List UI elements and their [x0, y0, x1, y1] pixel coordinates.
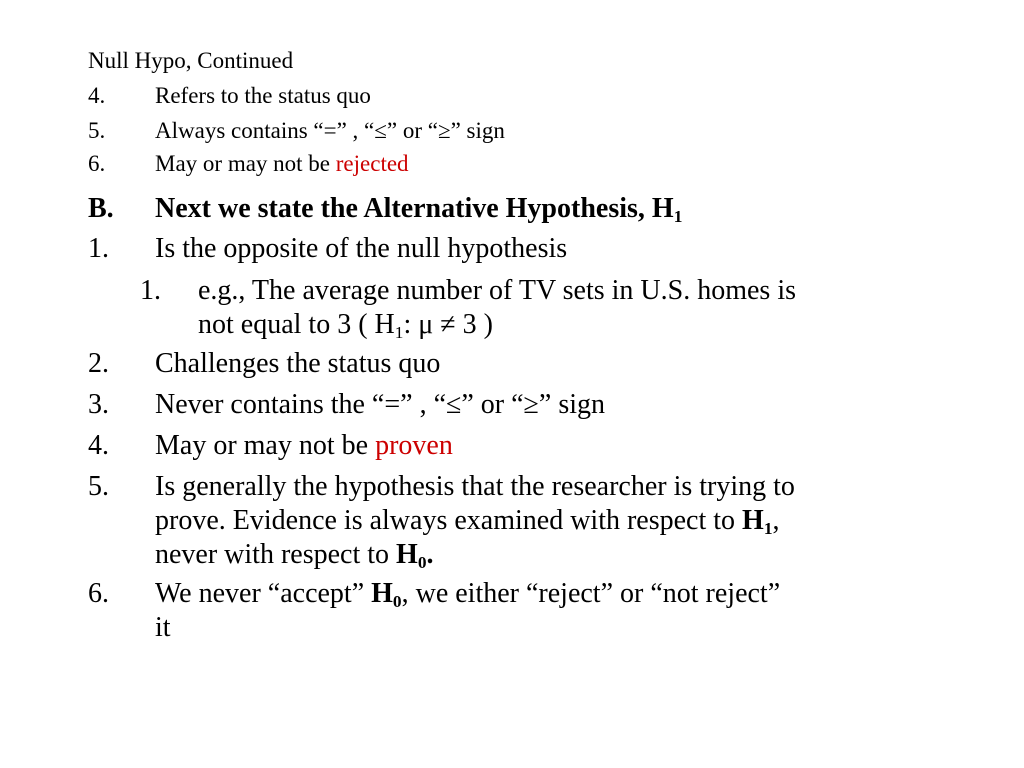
alt-item-1-example	[88, 277, 988, 347]
null-item-5	[88, 119, 988, 147]
list-text-line	[155, 539, 434, 572]
h0-subscript: 0	[417, 552, 427, 572]
alt-item-6	[88, 580, 988, 650]
list-text-pre: May or may not be	[155, 151, 336, 176]
list-number: 5.	[88, 118, 106, 143]
section-title-text: Next we state the Alternative Hypothesis, H	[155, 193, 674, 224]
list-text-line	[198, 309, 493, 342]
list-number: 5.	[88, 471, 109, 502]
list-number: 4.	[88, 83, 106, 108]
list-text-pre: We never “accept”	[155, 578, 372, 609]
slide-heading: Null Hypo, Continued	[88, 48, 294, 73]
section-b-heading	[88, 195, 988, 229]
list-text: Refers to the status quo	[155, 83, 371, 108]
alt-item-1	[88, 235, 988, 269]
section-title	[155, 193, 683, 226]
example-text: not equal to 3 ( H	[198, 309, 395, 340]
list-number: 1.	[140, 275, 161, 306]
alt-item-4	[88, 432, 988, 466]
alt-item-3	[88, 391, 988, 425]
list-text-pre: May or may not be	[155, 430, 376, 461]
list-text: Is the opposite of the null hypothesis	[155, 233, 568, 264]
h0-subscript: 0	[392, 591, 402, 611]
highlight-proven: proven	[375, 430, 453, 461]
list-text-post: .	[426, 539, 434, 570]
h1-subscript: 1	[763, 518, 773, 538]
list-number: 2.	[88, 348, 109, 379]
example-formula: : μ ≠ 3 )	[403, 309, 493, 340]
list-text-line	[155, 505, 780, 538]
list-number: 6.	[88, 151, 106, 176]
list-number: 4.	[88, 430, 109, 461]
h-symbol: H	[742, 505, 764, 536]
section-label: B.	[88, 193, 114, 224]
list-text-line: it	[155, 612, 171, 643]
h-symbol: H	[371, 578, 393, 609]
list-text: Challenges the status quo	[155, 348, 441, 379]
list-number: 1.	[88, 233, 109, 264]
null-item-6	[88, 152, 988, 180]
list-number: 6.	[88, 578, 109, 609]
section-title-subscript: 1	[673, 206, 683, 226]
alt-item-5	[88, 473, 988, 577]
list-text-line	[155, 578, 781, 611]
list-text-pre: never with respect to	[155, 539, 397, 570]
null-item-4	[88, 84, 988, 112]
h-symbol: H	[396, 539, 418, 570]
h1-subscript: 1	[394, 322, 404, 342]
list-text: Never contains the “=” , “≤” or “≥” sign	[155, 389, 606, 420]
list-text-line: e.g., The average number of TV sets in U.S. homes is	[198, 275, 797, 306]
list-text	[155, 152, 409, 175]
list-text	[155, 432, 453, 460]
list-text-line: Is generally the hypothesis that the researcher is trying to	[155, 471, 795, 502]
highlight-rejected: rejected	[335, 151, 409, 176]
list-text: Always contains “=” , “≤” or “≥” sign	[155, 118, 505, 143]
list-text-post: , we either “reject” or “not reject”	[401, 578, 781, 609]
list-text-pre: prove. Evidence is always examined with respect to	[155, 505, 743, 536]
list-number: 3.	[88, 389, 109, 420]
alt-item-2	[88, 350, 988, 384]
list-text-post: ,	[772, 505, 780, 536]
